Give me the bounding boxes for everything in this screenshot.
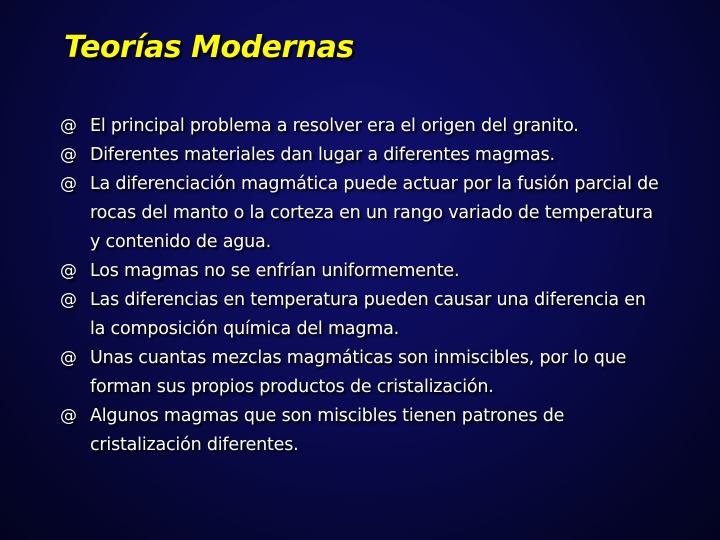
bullet-text: Unas cuantas mezclas magmáticas son inmiscibles, por lo que forman sus propios productos de cristalización. — [90, 348, 627, 397]
bullet-item — [60, 257, 660, 286]
bullet-item — [60, 170, 660, 257]
slide-title: Teorías Modernas — [64, 30, 354, 65]
bullet-text: La diferenciación magmática puede actuar por la fusión parcial de rocas del manto o la corteza en un rango variado de temperatura y contenido de agua. — [90, 174, 659, 252]
bullet-marker: @ — [60, 406, 77, 426]
bullet-item — [60, 286, 660, 344]
bullet-text: Las diferencias en temperatura pueden causar una diferencia en la composición química del magma. — [90, 290, 646, 339]
bullet-marker: @ — [60, 116, 77, 136]
bullet-text: El principal problema a resolver era el origen del granito. — [90, 116, 579, 136]
bullet-marker: @ — [60, 261, 77, 281]
bullet-marker: @ — [60, 348, 77, 368]
bullet-item — [60, 141, 660, 170]
bullet-text: Algunos magmas que son miscibles tienen patrones de cristalización diferentes. — [90, 406, 565, 455]
bullet-item — [60, 402, 660, 460]
bullet-item — [60, 344, 660, 402]
bullet-item — [60, 112, 660, 141]
bullet-list — [60, 112, 660, 460]
bullet-text: Diferentes materiales dan lugar a diferentes magmas. — [90, 145, 555, 165]
bullet-marker: @ — [60, 145, 77, 165]
bullet-text: Los magmas no se enfrían uniformemente. — [90, 261, 460, 281]
bullet-marker: @ — [60, 290, 77, 310]
bullet-marker: @ — [60, 174, 77, 194]
